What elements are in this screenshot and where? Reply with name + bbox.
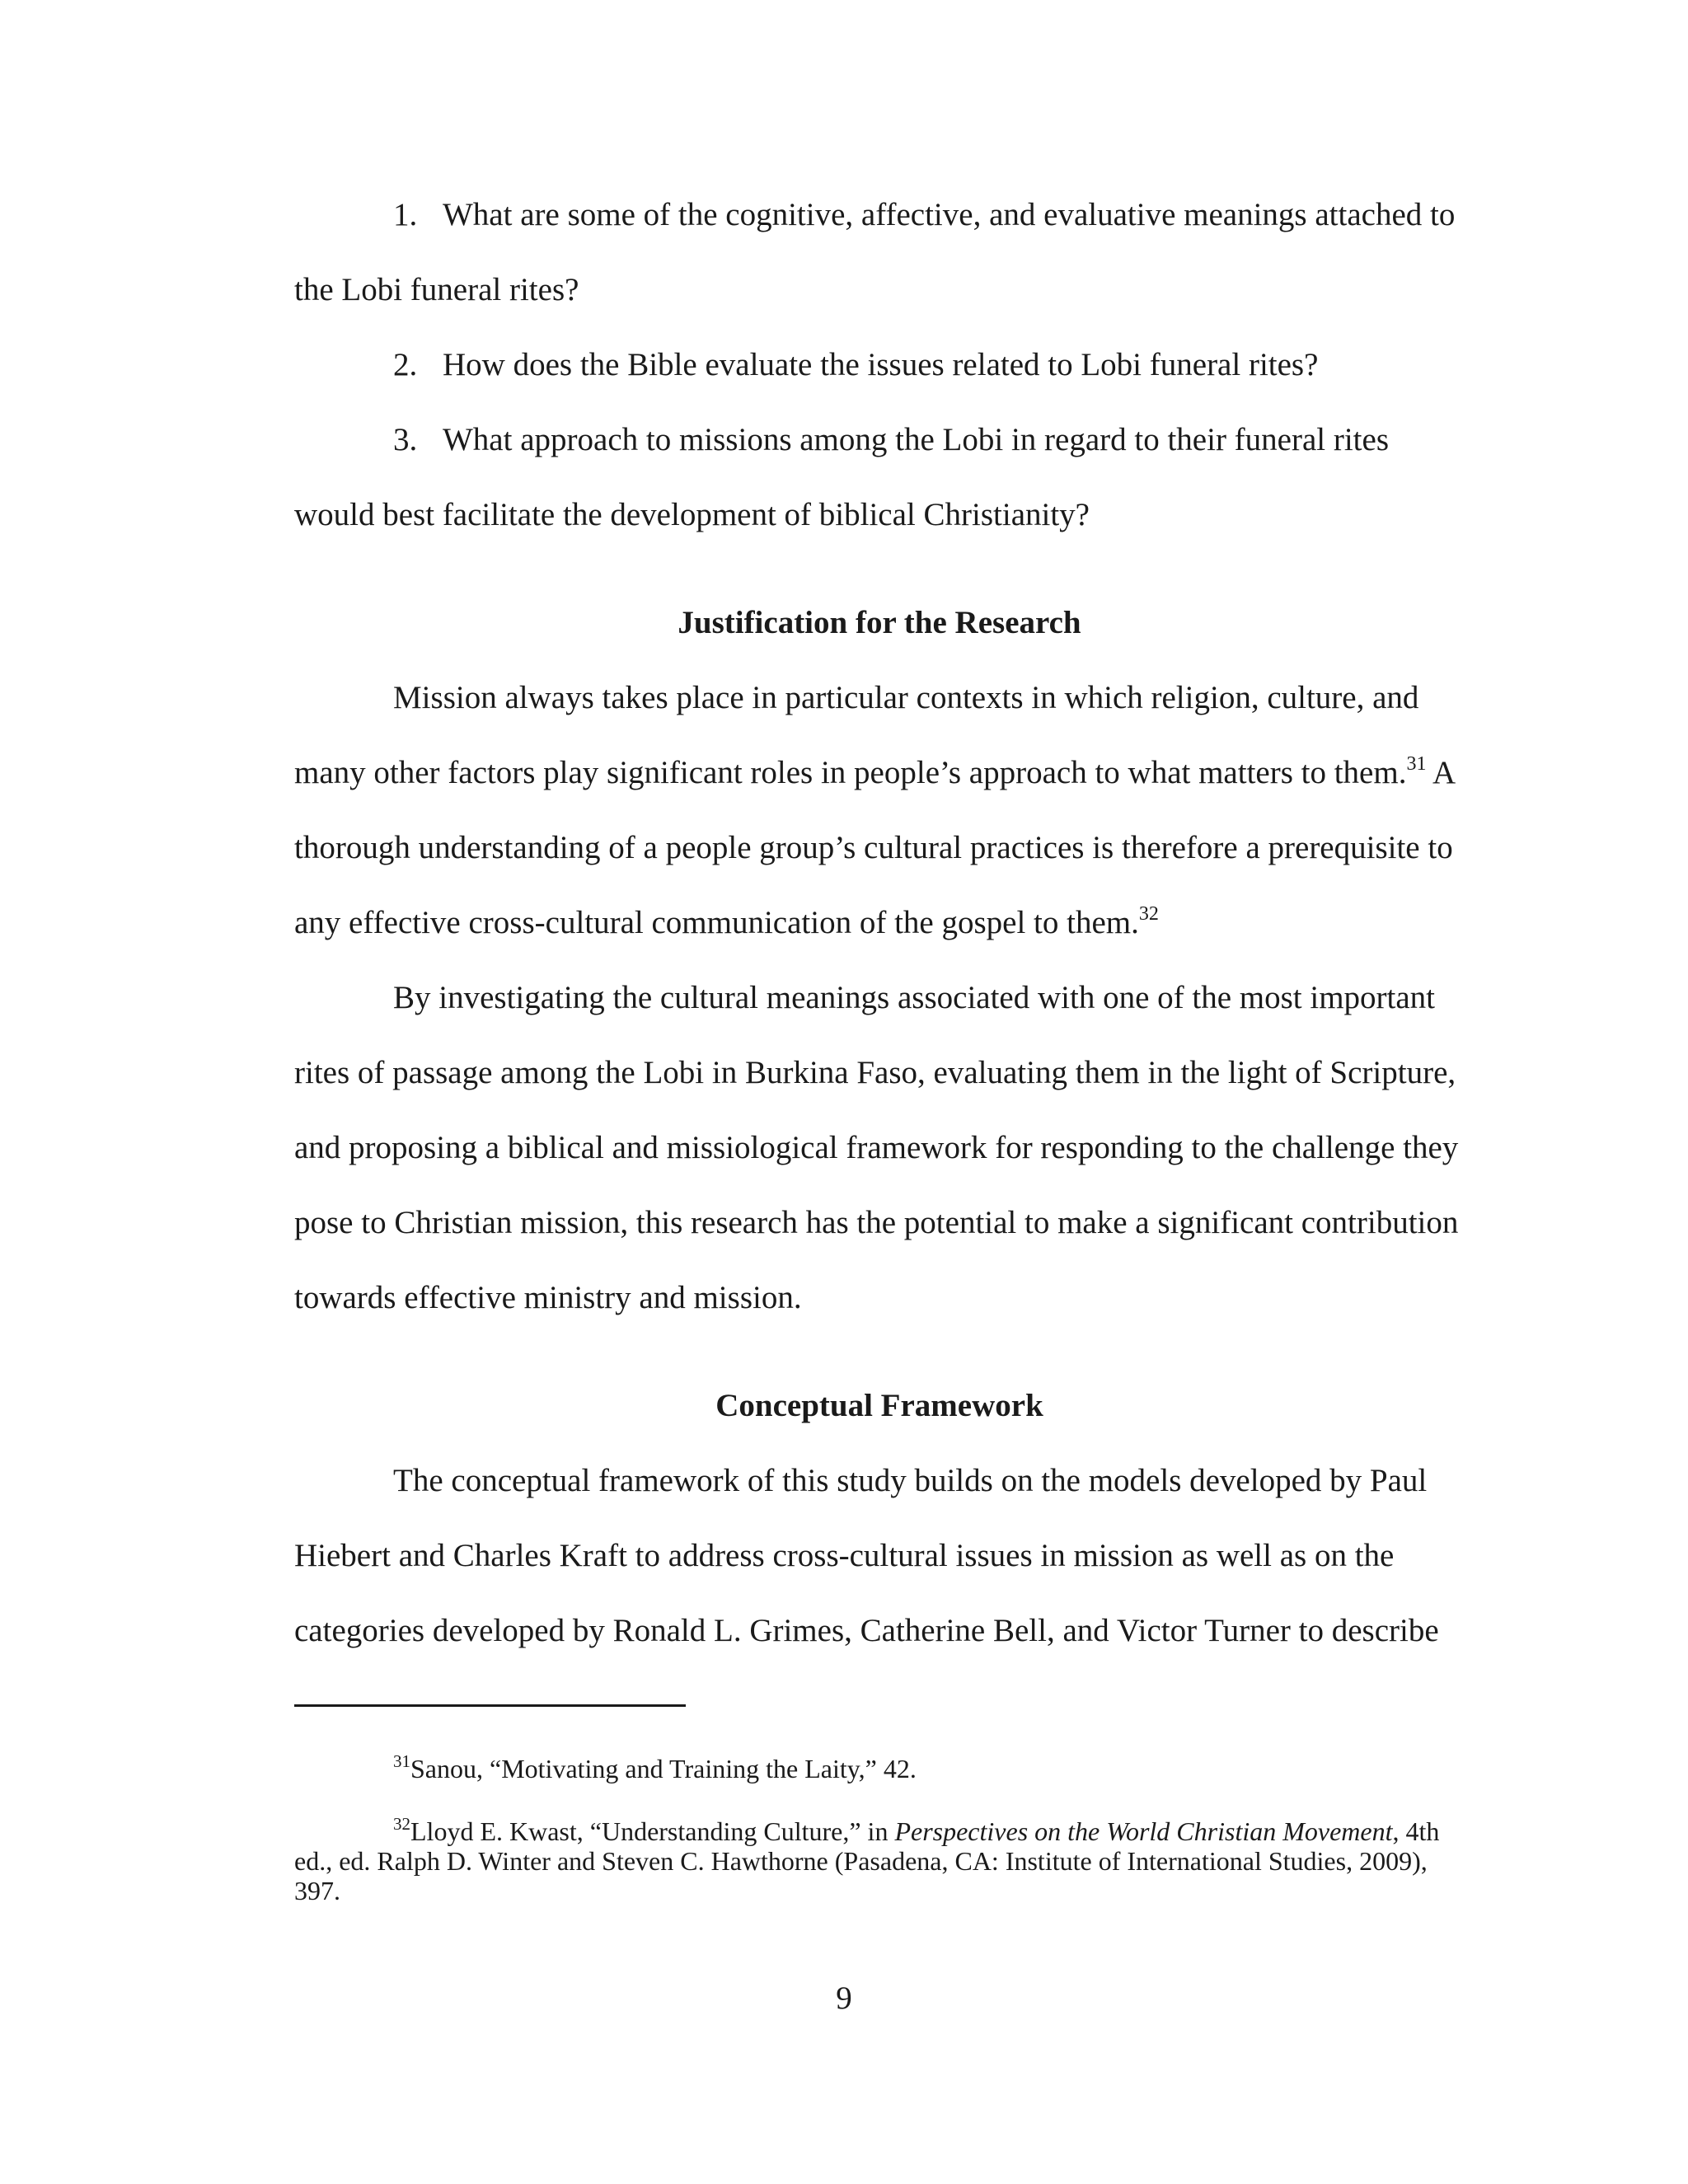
footnote-32: [294, 1816, 1465, 1905]
footnote-book-title: Perspectives on the World Christian Movement: [894, 1816, 1393, 1846]
section-heading-framework: Conceptual Framework: [715, 1388, 1043, 1423]
footnote-separator: [294, 1704, 686, 1707]
footnote-number: 32: [393, 1814, 410, 1834]
research-question-1: [294, 177, 1465, 327]
question-number: 2.: [393, 347, 418, 382]
footnote-ref: 31: [1406, 753, 1427, 775]
footnote-text: Lloyd E. Kwast, “Understanding Culture,” in: [410, 1816, 895, 1846]
footnote-text: , 4th ed., ed. Ralph D. Winter and Steven C. Hawthorne (Pasadena, CA: Institute of International Studies, 2009), 397.: [294, 1816, 1440, 1905]
paragraph-text: Mission always takes place in particular contexts in which religion, culture, and many other factors play significant roles in people’s approach to what matters to them.: [294, 680, 1419, 790]
framework-paragraph-1: The conceptual framework of this study builds on the models developed by Paul Hiebert and Charles Kraft to address cross-cultural issues in mission as well as on the categories developed by Ronald L. Grimes, Catherine Bell, and Victor Turner to describe: [294, 1463, 1439, 1648]
research-question-3: [294, 402, 1465, 552]
section-heading-justification: Justification for the Research: [678, 605, 1081, 640]
justification-paragraph-1: [294, 660, 1465, 960]
body-text: [294, 177, 1465, 1668]
footnotes: [294, 1751, 1465, 1938]
page-number: 9: [836, 1980, 852, 2016]
justification-paragraph-2: By investigating the cultural meanings associated with one of the most important rites of passage among the Lobi in Burkina Faso, evaluating them in the light of Scripture, and proposing a biblical and missiological framework for responding to the challenge they pose to Christian mission, this research has the potential to make a significant contribution towards effective ministry and mission.: [294, 980, 1459, 1315]
footnote-31: [294, 1751, 1465, 1783]
question-number: 1.: [393, 197, 418, 232]
question-number: 3.: [393, 422, 418, 457]
question-text: How does the Bible evaluate the issues related to Lobi funeral rites?: [443, 347, 1319, 382]
section-gap: [294, 552, 1465, 585]
footnote-ref: 32: [1138, 903, 1159, 925]
footnote-number: 31: [393, 1751, 410, 1771]
section-gap: [294, 1335, 1465, 1368]
paragraph-text: A thorough understanding of a people group’s cultural practices is therefore a prerequisite to any effective cross-cultural communication of the gospel to them.: [294, 755, 1455, 940]
footnote-text: Sanou, “Motivating and Training the Laity,” 42.: [410, 1754, 917, 1783]
question-text: What approach to missions among the Lobi in regard to their funeral rites would best facilitate the development of biblical Christianity?: [294, 422, 1390, 532]
research-question-2: [294, 327, 1465, 402]
question-text: What are some of the cognitive, affective, and evaluative meanings attached to the Lobi funeral rites?: [294, 197, 1456, 307]
